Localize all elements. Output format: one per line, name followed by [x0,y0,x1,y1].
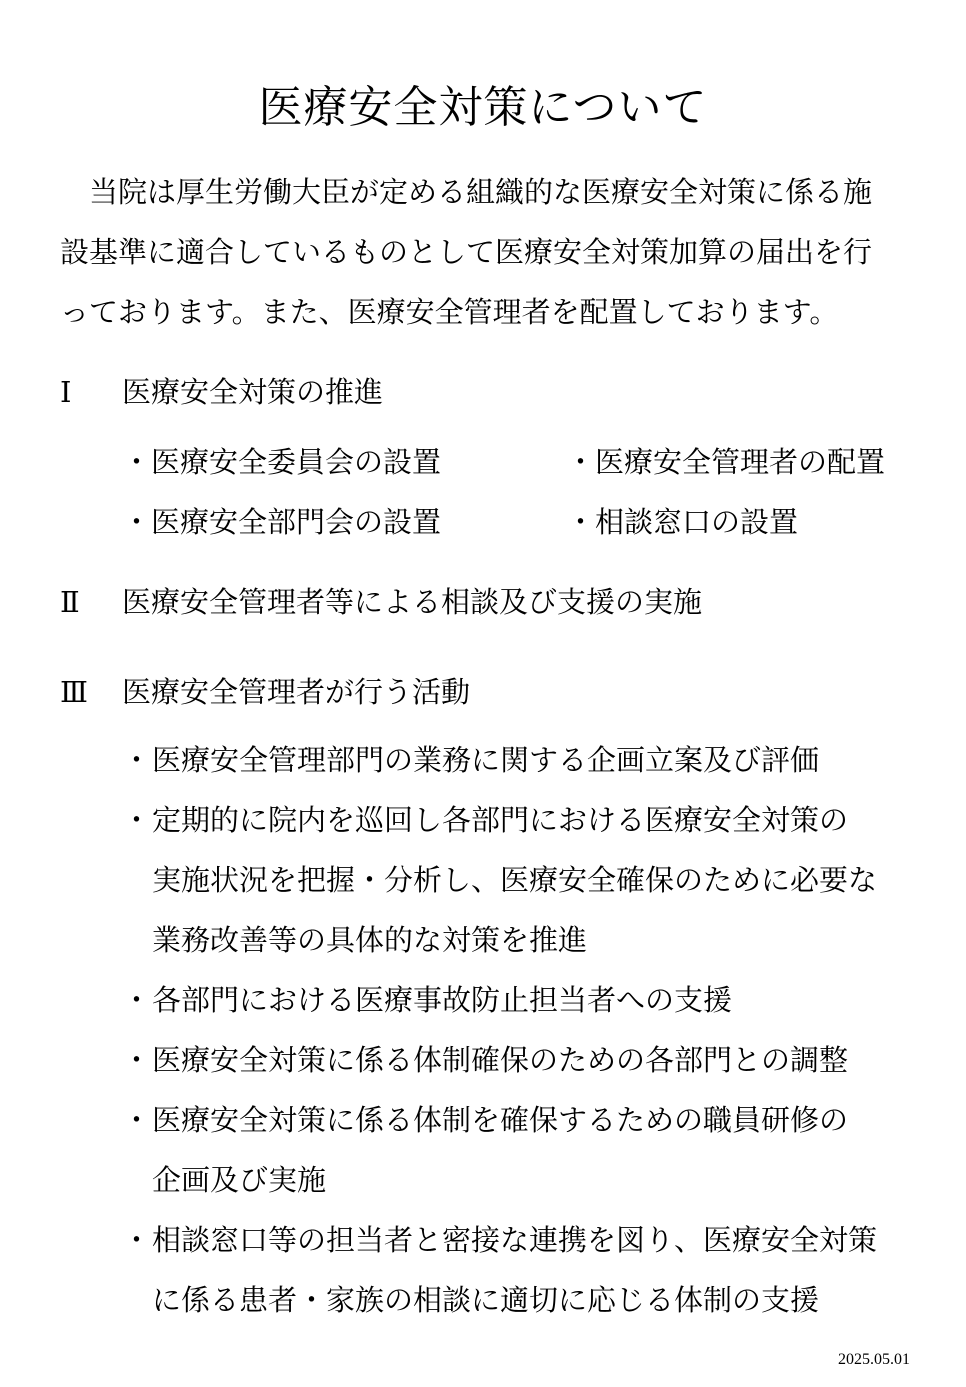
bullet-line: 定期的に院内を巡回し各部門における医療安全対策の [152,803,849,837]
intro-line: っております。また、医療安全管理者を配置しております。 [60,295,839,329]
bullet-line: 各部門における医療事故防止担当者への支援 [152,983,733,1017]
bullet-item [122,1210,922,1330]
bullet-mark: ・ [122,743,152,777]
bullet-line: 実施状況を把握・分析し、医療安全確保のために必要な [152,863,878,897]
section-title: 医療安全管理者等による相談及び支援の実施 [122,585,703,619]
list-item: ・医療安全部門会の設置 [122,505,442,539]
section-3-heading [60,672,470,712]
bullet-line: 医療安全対策に係る体制を確保するための職員研修の [152,1103,849,1137]
bullet-line: 業務改善等の具体的な対策を推進 [152,923,588,957]
bullet-line: に係る患者・家族の相談に適切に応じる体制の支援 [152,1283,820,1317]
document-date: 2025.05.01 [838,1351,910,1368]
list-item: ・医療安全管理者の配置 [566,445,886,479]
section-1-items [122,432,912,552]
bullet-item [122,790,922,970]
list-item: ・相談窓口の設置 [566,505,799,539]
intro-paragraph [60,162,910,342]
intro-line: 当院は厚生労働大臣が定める組織的な医療安全対策に係る施 [60,175,873,209]
bullet-mark: ・ [122,1043,152,1077]
section-title: 医療安全対策の推進 [122,375,384,409]
list-item: ・医療安全委員会の設置 [122,445,442,479]
bullet-item [122,1090,922,1210]
section-title: 医療安全管理者が行う活動 [122,675,471,709]
section-2-heading [60,582,702,622]
section-number: Ⅱ [60,585,80,619]
bullet-item [122,730,922,790]
bullet-mark: ・ [122,983,152,1017]
bullet-line: 医療安全管理部門の業務に関する企画立案及び評価 [152,743,820,777]
bullet-line: 医療安全対策に係る体制確保のための各部門との調整 [152,1043,849,1077]
bullet-mark: ・ [122,1103,152,1137]
section-number: Ⅰ [60,375,72,409]
bullet-line: 相談窓口等の担当者と密接な連携を図り、医療安全対策 [152,1223,878,1257]
bullet-mark: ・ [122,1223,152,1257]
section-3-bullets [122,730,922,1330]
bullet-line: 企画及び実施 [152,1163,327,1197]
bullet-mark: ・ [122,803,152,837]
section-1-heading [60,372,383,412]
page-title: 医療安全対策について [258,82,708,133]
intro-line: 設基準に適合しているものとして医療安全対策加算の届出を行 [60,235,873,269]
bullet-item [122,970,922,1030]
section-number: Ⅲ [60,675,88,709]
bullet-item [122,1030,922,1090]
